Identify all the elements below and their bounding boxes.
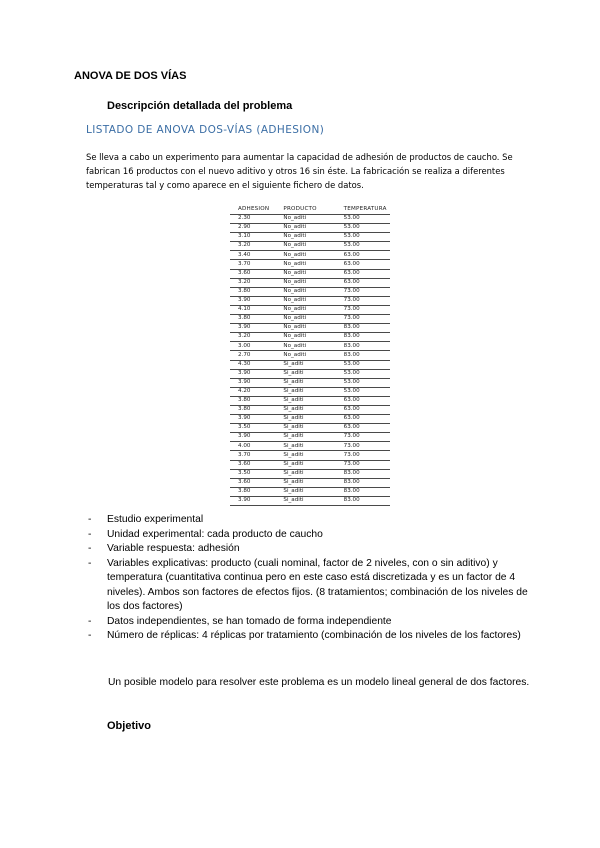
list-item-text: Variables explicativas: producto (cuali nominal, factor de 2 niveles, con o sin aditivo) y temperatura (cuantitativa continua pero en este caso está discretizada y es un factor de 4 niveles). Ambos son factores de efectos fijos. (8 tratamientos; combinación de los niveles de los dos factores) (107, 557, 528, 612)
cell-temperatura: 73.00 (322, 442, 390, 451)
cell-producto: No_aditi (271, 342, 321, 351)
table-row (230, 469, 390, 478)
cell-producto: No_aditi (271, 333, 321, 342)
cell-producto: Si_aditi (271, 360, 321, 369)
table-row (230, 233, 390, 242)
section-heading-objective: Objetivo (107, 720, 152, 732)
table-row (230, 360, 390, 369)
cell-adhesion: 4.20 (230, 387, 271, 396)
table-row (230, 305, 390, 314)
cell-adhesion: 3.90 (230, 378, 271, 387)
cell-adhesion: 3.60 (230, 478, 271, 487)
cell-temperatura: 83.00 (322, 324, 390, 333)
cell-adhesion: 3.50 (230, 469, 271, 478)
cell-adhesion: 3.80 (230, 315, 271, 324)
cell-producto: No_aditi (271, 305, 321, 314)
model-paragraph-text: Un posible modelo para resolver este problema es un modelo lineal general de dos factores. (108, 677, 530, 688)
cell-producto: Si_aditi (271, 378, 321, 387)
cell-temperatura: 63.00 (322, 269, 390, 278)
cell-temperatura: 73.00 (322, 433, 390, 442)
list-item (88, 528, 528, 543)
column-header-adhesion: ADHESION (230, 206, 271, 215)
cell-producto: Si_aditi (271, 451, 321, 460)
cell-producto: No_aditi (271, 242, 321, 251)
cell-adhesion: 3.20 (230, 333, 271, 342)
cell-temperatura: 53.00 (322, 369, 390, 378)
cell-producto: No_aditi (271, 224, 321, 233)
table-row (230, 433, 390, 442)
table-row (230, 324, 390, 333)
table-row (230, 251, 390, 260)
table-row (230, 242, 390, 251)
table-row (230, 442, 390, 451)
cell-producto: Si_aditi (271, 405, 321, 414)
model-paragraph (74, 675, 534, 690)
bullet-dash: - (88, 557, 92, 569)
cell-temperatura: 73.00 (322, 287, 390, 296)
cell-adhesion: 3.90 (230, 324, 271, 333)
list-item-text: Estudio experimental (107, 514, 204, 525)
table-row (230, 496, 390, 505)
cell-temperatura: 53.00 (322, 224, 390, 233)
data-table (230, 206, 390, 506)
cell-temperatura: 63.00 (322, 278, 390, 287)
bullet-dash: - (88, 514, 92, 525)
table-row (230, 460, 390, 469)
section-heading-description: Descripción detallada del problema (107, 100, 293, 112)
cell-producto: No_aditi (271, 251, 321, 260)
cell-adhesion: 3.70 (230, 260, 271, 269)
cell-temperatura: 73.00 (322, 315, 390, 324)
cell-temperatura: 63.00 (322, 415, 390, 424)
column-header-producto: PRODUCTO (271, 206, 321, 215)
cell-adhesion: 4.00 (230, 442, 271, 451)
cell-adhesion: 3.90 (230, 496, 271, 505)
embedded-description-text: Se lleva a cabo un experimento para aumentar la capacidad de adhesión de productos de caucho. Se fabrican 16 productos con el nuevo aditivo y otros 16 sin éste. La fabricación se realiza a diferentes temperaturas tal y como aparece en el siguiente fichero de datos. (86, 152, 513, 190)
table-row (230, 378, 390, 387)
table-row (230, 405, 390, 414)
cell-producto: No_aditi (271, 324, 321, 333)
cell-adhesion: 3.20 (230, 242, 271, 251)
table-row (230, 415, 390, 424)
table-row (230, 278, 390, 287)
table-row (230, 224, 390, 233)
cell-temperatura: 53.00 (322, 387, 390, 396)
cell-adhesion: 4.30 (230, 360, 271, 369)
cell-temperatura: 73.00 (322, 305, 390, 314)
list-item-text: Datos independientes, se han tomado de forma independiente (107, 615, 392, 627)
cell-producto: Si_aditi (271, 387, 321, 396)
table-body (230, 215, 390, 506)
table-row (230, 424, 390, 433)
cell-temperatura: 53.00 (322, 233, 390, 242)
cell-temperatura: 53.00 (322, 242, 390, 251)
cell-temperatura: 83.00 (322, 478, 390, 487)
cell-adhesion: 3.10 (230, 233, 271, 242)
cell-producto: No_aditi (271, 260, 321, 269)
document-title: ANOVA DE DOS VÍAS (74, 70, 187, 82)
table-row (230, 369, 390, 378)
cell-adhesion: 2.30 (230, 215, 271, 224)
cell-adhesion: 3.80 (230, 487, 271, 496)
table-row (230, 351, 390, 360)
column-header-temperatura: TEMPERATURA (322, 206, 390, 215)
table-row (230, 296, 390, 305)
table-row (230, 287, 390, 296)
cell-adhesion: 4.10 (230, 305, 271, 314)
cell-temperatura: 63.00 (322, 405, 390, 414)
cell-producto: Si_aditi (271, 415, 321, 424)
bullet-list (88, 513, 528, 644)
cell-temperatura: 53.00 (322, 215, 390, 224)
cell-producto: Si_aditi (271, 369, 321, 378)
cell-producto: No_aditi (271, 296, 321, 305)
cell-adhesion: 3.50 (230, 424, 271, 433)
cell-producto: No_aditi (271, 233, 321, 242)
cell-temperatura: 63.00 (322, 396, 390, 405)
cell-producto: No_aditi (271, 351, 321, 360)
cell-producto: Si_aditi (271, 469, 321, 478)
cell-producto: Si_aditi (271, 478, 321, 487)
cell-adhesion: 3.80 (230, 396, 271, 405)
cell-adhesion: 3.00 (230, 342, 271, 351)
cell-temperatura: 83.00 (322, 496, 390, 505)
cell-adhesion: 3.90 (230, 296, 271, 305)
cell-producto: No_aditi (271, 287, 321, 296)
table-row (230, 215, 390, 224)
cell-adhesion: 3.90 (230, 415, 271, 424)
cell-adhesion: 3.20 (230, 278, 271, 287)
embedded-listing-heading: LISTADO DE ANOVA DOS-VÍAS (ADHESION) (86, 124, 325, 136)
cell-producto: Si_aditi (271, 433, 321, 442)
cell-temperatura: 63.00 (322, 260, 390, 269)
cell-producto: Si_aditi (271, 487, 321, 496)
cell-temperatura: 73.00 (322, 451, 390, 460)
cell-producto: Si_aditi (271, 442, 321, 451)
cell-adhesion: 3.70 (230, 451, 271, 460)
cell-temperatura: 83.00 (322, 469, 390, 478)
table-row (230, 387, 390, 396)
cell-adhesion: 3.60 (230, 269, 271, 278)
cell-adhesion: 3.80 (230, 405, 271, 414)
bullet-dash: - (88, 615, 92, 627)
bullet-dash: - (88, 630, 92, 641)
cell-producto: Si_aditi (271, 496, 321, 505)
list-item (88, 557, 528, 615)
list-item-text: Unidad experimental: cada producto de caucho (107, 528, 323, 540)
table-row (230, 396, 390, 405)
cell-temperatura: 63.00 (322, 424, 390, 433)
cell-adhesion: 3.90 (230, 433, 271, 442)
cell-temperatura: 53.00 (322, 378, 390, 387)
cell-temperatura: 73.00 (322, 296, 390, 305)
cell-adhesion: 3.60 (230, 460, 271, 469)
table-header-row (230, 206, 390, 215)
table-row (230, 269, 390, 278)
cell-adhesion: 3.90 (230, 369, 271, 378)
cell-producto: No_aditi (271, 315, 321, 324)
cell-temperatura: 63.00 (322, 251, 390, 260)
table-row (230, 451, 390, 460)
cell-producto: Si_aditi (271, 424, 321, 433)
cell-adhesion: 3.80 (230, 287, 271, 296)
bullet-dash: - (88, 543, 92, 554)
table-row (230, 487, 390, 496)
cell-temperatura: 83.00 (322, 351, 390, 360)
list-item (88, 615, 528, 630)
list-item (88, 542, 528, 557)
cell-temperatura: 53.00 (322, 360, 390, 369)
cell-temperatura: 83.00 (322, 487, 390, 496)
cell-temperatura: 73.00 (322, 460, 390, 469)
list-item-text: Número de réplicas: 4 réplicas por tratamiento (combinación de los niveles de los factores) (107, 630, 521, 641)
cell-adhesion: 2.90 (230, 224, 271, 233)
cell-producto: No_aditi (271, 269, 321, 278)
cell-adhesion: 2.70 (230, 351, 271, 360)
cell-producto: No_aditi (271, 215, 321, 224)
table-row (230, 478, 390, 487)
list-item (88, 629, 528, 644)
table-row (230, 333, 390, 342)
cell-producto: Si_aditi (271, 460, 321, 469)
table-row (230, 342, 390, 351)
cell-producto: No_aditi (271, 278, 321, 287)
bullet-dash: - (88, 528, 92, 540)
cell-temperatura: 83.00 (322, 342, 390, 351)
table-row (230, 315, 390, 324)
cell-adhesion: 3.40 (230, 251, 271, 260)
list-item-text: Variable respuesta: adhesión (107, 543, 240, 554)
table-row (230, 260, 390, 269)
cell-producto: Si_aditi (271, 396, 321, 405)
cell-temperatura: 83.00 (322, 333, 390, 342)
list-item (88, 513, 528, 528)
